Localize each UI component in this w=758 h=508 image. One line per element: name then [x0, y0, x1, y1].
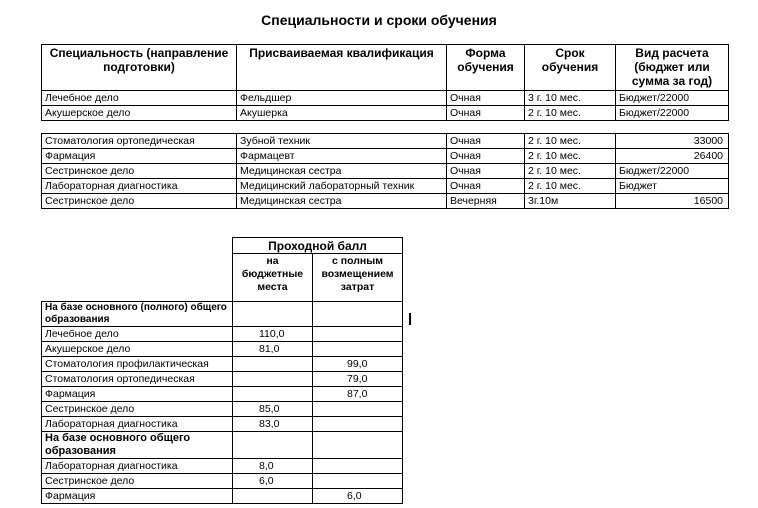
cell-period: 2 г. 10 мес. — [525, 106, 616, 121]
cell-budget — [233, 357, 313, 372]
cell-specialty: Сестринское дело — [42, 164, 237, 179]
cell-specialty: Акушерское дело — [42, 342, 233, 357]
cell-specialty: Фармация — [42, 149, 237, 164]
cell-specialty: Фармация — [42, 489, 233, 504]
table-row — [42, 489, 403, 504]
cell-form: Очная — [447, 149, 525, 164]
cell-qualification: Медицинский лабораторный техник — [237, 179, 447, 194]
cell-period: 2 г. 10 мес. — [525, 149, 616, 164]
group-row — [42, 302, 403, 327]
cell-specialty: Стоматология профилактическая — [42, 357, 233, 372]
cell-qualification: Акушерка — [237, 106, 447, 121]
table-row — [42, 459, 403, 474]
table-row — [42, 342, 403, 357]
cell-paid — [313, 474, 403, 489]
specialties-table-2 — [41, 133, 729, 209]
cell-form: Очная — [447, 134, 525, 149]
cell-form: Вечерняя — [447, 194, 525, 209]
cell-period: 2 г. 10 мес. — [525, 164, 616, 179]
table-row — [42, 194, 729, 209]
cell-specialty: Стоматология ортопедическая — [42, 372, 233, 387]
cell-paid — [313, 432, 403, 459]
header-budget-places: на бюджетные места — [233, 254, 313, 302]
header-study-form: Форма обучения — [447, 45, 525, 91]
group-label: На базе основного общего образования — [42, 432, 233, 459]
header-passing-score: Проходной балл — [233, 238, 403, 254]
cell-payment: 26400 — [616, 149, 729, 164]
table-row — [42, 91, 729, 106]
cell-form: Очная — [447, 106, 525, 121]
table-row — [42, 402, 403, 417]
table-row — [42, 164, 729, 179]
empty-corner — [42, 254, 233, 302]
table-row — [42, 372, 403, 387]
passing-score-table — [41, 237, 403, 504]
cell-qualification: Зубной техник — [237, 134, 447, 149]
table-row — [42, 134, 729, 149]
cell-qualification: Фармацевт — [237, 149, 447, 164]
cell-specialty: Лабораторная диагностика — [42, 459, 233, 474]
table-row — [42, 149, 729, 164]
cell-period: 3г.10м — [525, 194, 616, 209]
cell-payment: Бюджет — [616, 179, 729, 194]
cell-qualification: Медицинская сестра — [237, 194, 447, 209]
table-row — [42, 417, 403, 432]
cell-specialty: Лечебное дело — [42, 91, 237, 106]
table-row — [42, 327, 403, 342]
cell-specialty: Лечебное дело — [42, 327, 233, 342]
cell-paid — [313, 402, 403, 417]
cell-specialty: Лабораторная диагностика — [42, 179, 237, 194]
group-row — [42, 432, 403, 459]
cell-paid — [313, 417, 403, 432]
cell-budget — [233, 387, 313, 402]
header-qualification: Присваиваемая квалификация — [237, 45, 447, 91]
table-row — [42, 387, 403, 402]
specialties-table — [41, 44, 729, 121]
cell-budget — [233, 489, 313, 504]
cell-paid — [313, 342, 403, 357]
cell-period: 2 г. 10 мес. — [525, 179, 616, 194]
cell-specialty: Сестринское дело — [42, 474, 233, 489]
cell-budget: 83,0 — [233, 417, 313, 432]
specialties-header-row — [42, 45, 729, 91]
cell-specialty: Акушерское дело — [42, 106, 237, 121]
table-row — [42, 357, 403, 372]
cell-form: Очная — [447, 164, 525, 179]
cell-period: 2 г. 10 мес. — [525, 134, 616, 149]
cell-budget — [233, 372, 313, 387]
cell-paid — [313, 327, 403, 342]
cell-specialty: Сестринское дело — [42, 402, 233, 417]
cell-budget: 81,0 — [233, 342, 313, 357]
header-study-period: Срок обучения — [525, 45, 616, 91]
empty-corner — [42, 238, 233, 254]
cell-qualification: Фельдшер — [237, 91, 447, 106]
cell-payment: 16500 — [616, 194, 729, 209]
cell-form: Очная — [447, 91, 525, 106]
page-title: Специальности и сроки обучения — [261, 12, 497, 28]
cell-budget: 85,0 — [233, 402, 313, 417]
group-label: На базе основного (полного) общего образования — [42, 302, 233, 327]
cell-period: 3 г. 10 мес. — [525, 91, 616, 106]
cell-budget: 6,0 — [233, 474, 313, 489]
cell-budget: 110,0 — [233, 327, 313, 342]
cell-paid — [313, 459, 403, 474]
cell-budget: 8,0 — [233, 459, 313, 474]
header-full-reimbursement: с полным возмещением затрат — [313, 254, 403, 302]
cell-specialty: Стоматология ортопедическая — [42, 134, 237, 149]
cell-payment: Бюджет/22000 — [616, 91, 729, 106]
cell-paid: 79,0 — [313, 372, 403, 387]
cell-paid: 6,0 — [313, 489, 403, 504]
cell-budget — [233, 432, 313, 459]
cell-paid: 87,0 — [313, 387, 403, 402]
table-row — [42, 474, 403, 489]
cell-qualification: Медицинская сестра — [237, 164, 447, 179]
passing-score-header-row — [42, 238, 403, 254]
header-specialty: Специальность (направление подготовки) — [42, 45, 237, 91]
table-row — [42, 179, 729, 194]
cell-payment: Бюджет/22000 — [616, 164, 729, 179]
cell-paid — [313, 302, 403, 327]
cell-specialty: Фармация — [42, 387, 233, 402]
cell-payment: Бюджет/22000 — [616, 106, 729, 121]
table-row — [42, 106, 729, 121]
cell-paid: 99,0 — [313, 357, 403, 372]
cell-form: Очная — [447, 179, 525, 194]
passing-score-subheader-row — [42, 254, 403, 302]
cell-payment: 33000 — [616, 134, 729, 149]
text-cursor — [409, 313, 411, 325]
cell-specialty: Лабораторная диагностика — [42, 417, 233, 432]
cell-specialty: Сестринское дело — [42, 194, 237, 209]
cell-budget — [233, 302, 313, 327]
header-payment-type: Вид расчета (бюджет или сумма за год) — [616, 45, 729, 91]
